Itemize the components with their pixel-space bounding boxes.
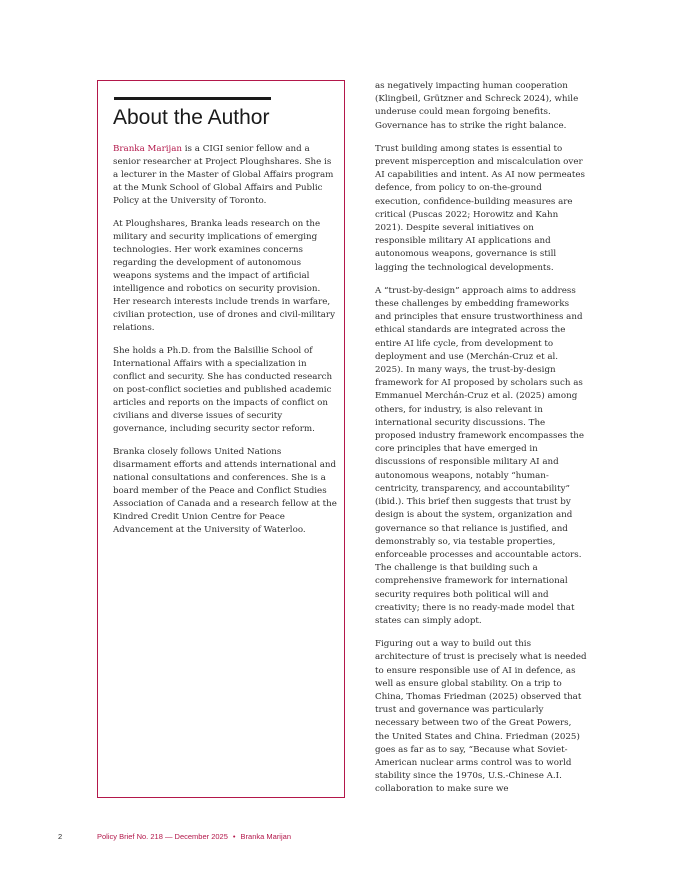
footer-separator: • bbox=[232, 832, 236, 841]
footer-publication bbox=[97, 832, 291, 841]
page-number: 2 bbox=[58, 832, 63, 841]
bio-paragraph-1 bbox=[113, 143, 338, 208]
bio-paragraph-1-text: is a CIGI senior fellow and a senior researcher at Project Ploughshares. She is a lecturer in the Master of Global Affairs program at the Munk School of Global Affairs and Public Policy at the University of Toronto. bbox=[113, 144, 334, 206]
body-paragraph: Figuring out a way to build out this architecture of trust is precisely what is needed to ensure responsible use of AI in defence, as well as ensure global stability. On a trip to China, Thomas Friedman (2025) observed that trust and governance was particularly necessary between two of the Great Powers, the United States and China. Friedman (2025) goes as far as to say, “Because what Soviet-American nuclear arms control was to world stability since the 1970s, U.S.-Chinese A.I. collaboration to make sure we bbox=[375, 639, 587, 795]
bio-paragraph-3: She holds a Ph.D. from the Balsillie School of International Affairs with a specialization in conflict and security. She has conducted research on post-conflict societies and published academic articles and reports on the impacts of conflict on civilians and diverse issues of security governance, including security sector reform. bbox=[113, 346, 333, 434]
author-name-link[interactable]: Branka Marijan bbox=[113, 144, 182, 154]
page-footer bbox=[0, 832, 680, 844]
main-text-column bbox=[375, 80, 587, 807]
footer-author: Branka Marijan bbox=[240, 832, 291, 841]
author-bio bbox=[113, 143, 338, 547]
about-author-box bbox=[97, 80, 345, 798]
body-paragraph: Trust building among states is essential to prevent misperception and miscalculation over AI capabilities and intent. As AI now permeates defence, from policy to on-the-ground execution, confidence-building measures are critical (Puscas 2022; Horowitz and Kahn 2021). Despite several initiatives on responsible military AI applications and autonomous weapons, governance is still lagging the technological developments. bbox=[375, 143, 585, 273]
bio-paragraph-2: At Ploughshares, Branka leads research on the military and security implications of emerging technologies. Her work examines concerns regarding the development of autonomous weapons systems and the impact of artificial intelligence and robotics on security provision. Her research interests include trends in warfare, civilian protection, use of drones and civil-military relations. bbox=[113, 219, 335, 333]
heading-rule bbox=[114, 97, 271, 100]
body-paragraph: as negatively impacting human cooperation (Klingbeil, Grützner and Schreck 2024), while underuse could mean forgoing benefits. Governance has to strike the right balance. bbox=[375, 81, 579, 131]
bio-paragraph-4: Branka closely follows United Nations disarmament efforts and attends international and national consultations and conferences. She is a board member of the Peace and Conflict Studies Association of Canada and a research fellow at the Kindred Credit Union Centre for Peace Advancement at the University of Waterloo. bbox=[113, 447, 337, 535]
about-author-heading: About the Author bbox=[113, 106, 270, 129]
body-paragraph: A “trust-by-design” approach aims to address these challenges by embedding frameworks and principles that ensure trustworthiness and ethical standards are integrated across the entire AI life cycle, from development to deployment and use (Merchán-Cruz et al. 2025). In many ways, the trust-by-design framework for AI proposed by scholars such as Emmanuel Merchán-Cruz et al. (2025) among others, for industry, is also relevant in international security discussions. The proposed industry framework encompasses the core principles that have emerged in discussions of responsible military AI and autonomous weapons, notably “human-centricity, transparency, and accountability” (ibid.). This brief then suggests that trust by design is about the system, organization and governance so that reliance is justified, and demonstrably so, via testable properties, enforceable processes and accountable actors. The challenge is that building such a comprehensive framework for international security requires both political will and creativity; there is no ready-made model that states can simply adopt. bbox=[375, 285, 585, 626]
publication-title: Policy Brief No. 218 — December 2025 bbox=[97, 832, 228, 841]
